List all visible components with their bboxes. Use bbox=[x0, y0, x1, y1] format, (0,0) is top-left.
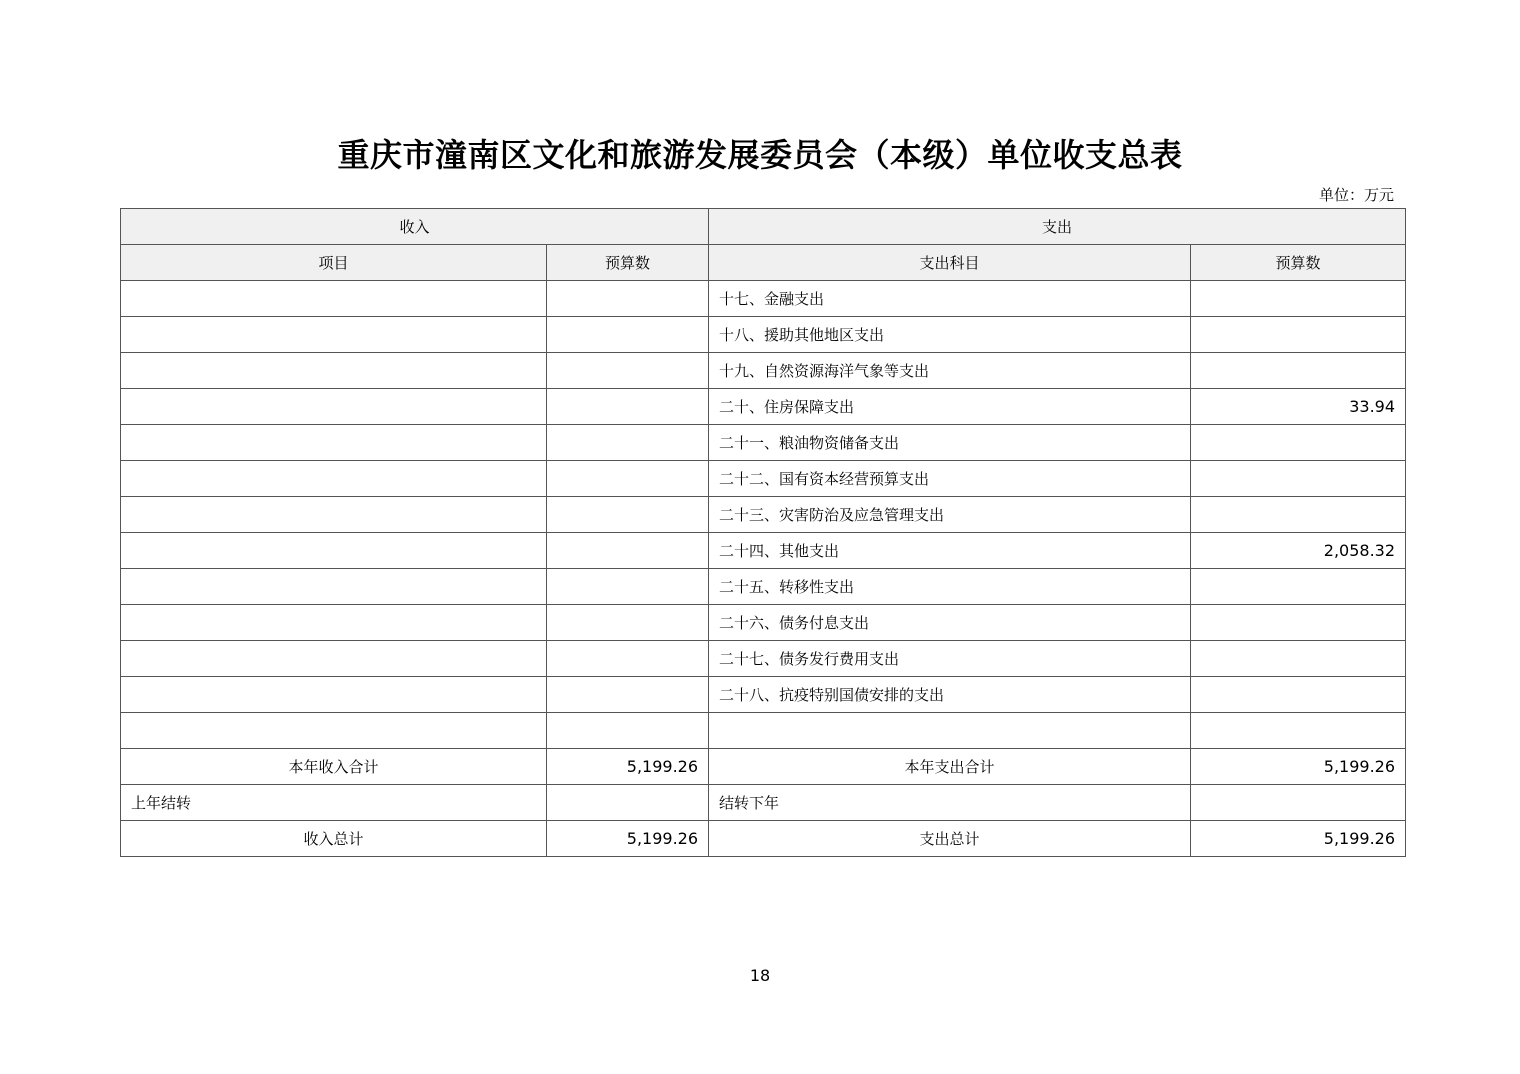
expense-item-cell: 二十四、其他支出 bbox=[709, 533, 1191, 569]
carry-in-value bbox=[547, 785, 709, 821]
income-item-cell bbox=[121, 677, 547, 713]
income-item-cell bbox=[121, 605, 547, 641]
income-value-cell bbox=[547, 641, 709, 677]
total-expense-label: 支出总计 bbox=[709, 821, 1191, 857]
expense-value-cell bbox=[1191, 461, 1406, 497]
income-value-cell bbox=[547, 461, 709, 497]
income-item-cell bbox=[121, 713, 547, 749]
expense-item-cell: 二十、住房保障支出 bbox=[709, 389, 1191, 425]
table-row bbox=[121, 497, 1406, 533]
table-row bbox=[121, 425, 1406, 461]
income-item-cell bbox=[121, 317, 547, 353]
income-header: 收入 bbox=[121, 209, 709, 245]
expense-value-cell bbox=[1191, 281, 1406, 317]
year-income-value: 5,199.26 bbox=[547, 749, 709, 785]
table-row bbox=[121, 677, 1406, 713]
year-expense-label: 本年支出合计 bbox=[709, 749, 1191, 785]
year-income-label: 本年收入合计 bbox=[121, 749, 547, 785]
expense-item-cell: 十八、援助其他地区支出 bbox=[709, 317, 1191, 353]
table-column-header bbox=[121, 245, 1406, 281]
page-title: 重庆市潼南区文化和旅游发展委员会（本级）单位收支总表 bbox=[337, 136, 1183, 174]
income-value-cell bbox=[547, 713, 709, 749]
table-row bbox=[121, 605, 1406, 641]
income-value-cell bbox=[547, 389, 709, 425]
income-item-cell bbox=[121, 497, 547, 533]
expense-item-cell: 十七、金融支出 bbox=[709, 281, 1191, 317]
income-value-cell bbox=[547, 533, 709, 569]
expense-item-cell: 二十五、转移性支出 bbox=[709, 569, 1191, 605]
grand-total-row bbox=[121, 821, 1406, 857]
expense-item-cell: 二十七、债务发行费用支出 bbox=[709, 641, 1191, 677]
expense-item-cell: 二十一、粮油物资储备支出 bbox=[709, 425, 1191, 461]
expense-value-cell bbox=[1191, 425, 1406, 461]
income-item-cell bbox=[121, 281, 547, 317]
expense-item-cell: 二十八、抗疫特别国债安排的支出 bbox=[709, 677, 1191, 713]
total-expense-value: 5,199.26 bbox=[1191, 821, 1406, 857]
income-value-cell bbox=[547, 281, 709, 317]
expense-item-cell: 二十二、国有资本经营预算支出 bbox=[709, 461, 1191, 497]
table-row bbox=[121, 713, 1406, 749]
income-item-cell bbox=[121, 353, 547, 389]
table-row bbox=[121, 389, 1406, 425]
expense-budget-header: 预算数 bbox=[1191, 245, 1406, 281]
table-row bbox=[121, 353, 1406, 389]
income-budget-header: 预算数 bbox=[547, 245, 709, 281]
table-group-header bbox=[121, 209, 1406, 245]
income-item-cell bbox=[121, 569, 547, 605]
expense-value-cell bbox=[1191, 497, 1406, 533]
year-expense-value: 5,199.26 bbox=[1191, 749, 1406, 785]
expense-value-cell bbox=[1191, 713, 1406, 749]
table-row bbox=[121, 641, 1406, 677]
carry-out-value bbox=[1191, 785, 1406, 821]
carry-in-label: 上年结转 bbox=[121, 785, 547, 821]
income-item-header: 项目 bbox=[121, 245, 547, 281]
year-total-row bbox=[121, 749, 1406, 785]
income-item-cell bbox=[121, 425, 547, 461]
income-expense-table bbox=[120, 208, 1406, 857]
page-number: 18 bbox=[749, 966, 771, 985]
expense-value-cell bbox=[1191, 641, 1406, 677]
expense-value-cell: 2,058.32 bbox=[1191, 533, 1406, 569]
total-income-value: 5,199.26 bbox=[547, 821, 709, 857]
income-value-cell bbox=[547, 353, 709, 389]
expense-value-cell: 33.94 bbox=[1191, 389, 1406, 425]
income-value-cell bbox=[547, 497, 709, 533]
expense-value-cell bbox=[1191, 569, 1406, 605]
income-item-cell bbox=[121, 461, 547, 497]
expense-item-cell: 二十六、债务付息支出 bbox=[709, 605, 1191, 641]
table-row bbox=[121, 569, 1406, 605]
expense-value-cell bbox=[1191, 317, 1406, 353]
table-row bbox=[121, 317, 1406, 353]
income-value-cell bbox=[547, 605, 709, 641]
income-item-cell bbox=[121, 533, 547, 569]
income-value-cell bbox=[547, 317, 709, 353]
income-value-cell bbox=[547, 425, 709, 461]
table-row bbox=[121, 281, 1406, 317]
table-row bbox=[121, 533, 1406, 569]
expense-value-cell bbox=[1191, 677, 1406, 713]
income-item-cell bbox=[121, 641, 547, 677]
expense-header: 支出 bbox=[709, 209, 1406, 245]
total-income-label: 收入总计 bbox=[121, 821, 547, 857]
carry-out-label: 结转下年 bbox=[709, 785, 1191, 821]
expense-item-cell bbox=[709, 713, 1191, 749]
expense-item-cell: 二十三、灾害防治及应急管理支出 bbox=[709, 497, 1191, 533]
expense-item-header: 支出科目 bbox=[709, 245, 1191, 281]
carry-over-row bbox=[121, 785, 1406, 821]
income-item-cell bbox=[121, 389, 547, 425]
expense-value-cell bbox=[1191, 353, 1406, 389]
income-value-cell bbox=[547, 677, 709, 713]
expense-item-cell: 十九、自然资源海洋气象等支出 bbox=[709, 353, 1191, 389]
table-row bbox=[121, 461, 1406, 497]
unit-label: 单位：万元 bbox=[1318, 186, 1394, 204]
income-value-cell bbox=[547, 569, 709, 605]
expense-value-cell bbox=[1191, 605, 1406, 641]
